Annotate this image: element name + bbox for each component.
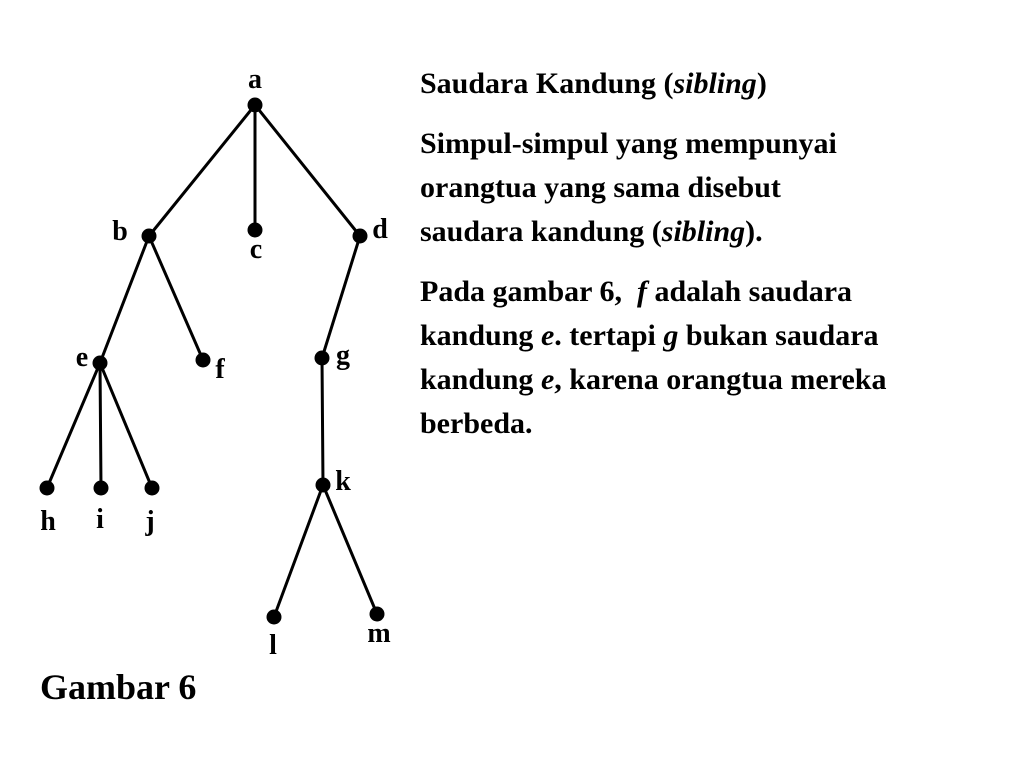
heading xyxy=(420,62,1020,106)
definition-paragraph xyxy=(420,122,1020,254)
node-k xyxy=(316,478,331,493)
node-l xyxy=(267,610,282,625)
node-j xyxy=(145,481,160,496)
example-g: g xyxy=(663,319,679,352)
node-d xyxy=(353,229,368,244)
node-b xyxy=(142,229,157,244)
node-label-a: a xyxy=(248,64,262,95)
edge-a-b xyxy=(149,105,255,236)
example-e-1: e xyxy=(540,319,555,352)
node-h xyxy=(40,481,55,496)
node-label-h: h xyxy=(40,506,56,537)
example-e-2: e xyxy=(540,363,555,396)
node-label-m: m xyxy=(367,618,391,649)
node-label-j: j xyxy=(145,506,155,537)
node-label-i: i xyxy=(96,504,104,535)
figure-caption: Gambar 6 xyxy=(40,667,197,707)
edge-b-f xyxy=(149,236,203,360)
edge-k-l xyxy=(274,485,323,617)
node-label-g: g xyxy=(336,340,350,371)
example-part-7: , karena orangtua mereka xyxy=(554,363,887,396)
example-f: f xyxy=(636,275,647,308)
node-label-b: b xyxy=(112,216,128,247)
definition-line-3-close: ). xyxy=(745,215,763,248)
example-part-6: kandung xyxy=(420,363,541,396)
heading-text: Saudara Kandung ( xyxy=(420,67,674,100)
edge-e-i xyxy=(100,363,101,488)
edge-a-d xyxy=(255,105,360,236)
node-a xyxy=(248,98,263,113)
example-paragraph xyxy=(420,270,1020,446)
tree-diagram xyxy=(0,0,420,700)
tree-nodes xyxy=(40,98,385,625)
node-label-l: l xyxy=(269,630,277,661)
definition-line-3-italic: sibling xyxy=(661,215,746,248)
node-label-c: c xyxy=(249,234,263,265)
definition-line-3 xyxy=(420,210,1020,254)
example-part-1: Pada gambar 6, xyxy=(420,275,622,308)
definition-line-1: Simpul-simpul yang mempunyai xyxy=(420,127,837,160)
edge-b-e xyxy=(100,236,149,363)
node-label-d: d xyxy=(372,214,388,245)
node-label-e: e xyxy=(75,342,89,373)
node-label-f: f xyxy=(215,354,225,385)
node-i xyxy=(94,481,109,496)
node-f xyxy=(196,353,211,368)
text-panel xyxy=(420,62,1020,446)
example-part-3: kandung xyxy=(420,319,541,352)
definition-line-3-text: saudara kandung ( xyxy=(420,215,662,248)
edge-k-m xyxy=(323,485,377,614)
heading-italic: sibling xyxy=(673,67,757,100)
edge-e-j xyxy=(100,363,152,488)
example-part-4: . tertapi xyxy=(554,319,664,352)
example-part-5: bukan saudara xyxy=(678,319,879,352)
definition-line-2: orangtua yang sama disebut xyxy=(420,171,781,204)
node-g xyxy=(315,351,330,366)
example-part-2: adalah saudara xyxy=(646,275,853,308)
example-line-2 xyxy=(420,314,1020,358)
edge-e-h xyxy=(47,363,100,488)
example-line-3 xyxy=(420,358,1020,402)
node-e xyxy=(93,356,108,371)
example-line-1 xyxy=(420,270,1020,314)
edge-g-k xyxy=(322,358,323,485)
example-line-4: berbeda. xyxy=(420,407,533,440)
node-label-k: k xyxy=(335,466,351,497)
heading-close: ) xyxy=(756,67,767,100)
